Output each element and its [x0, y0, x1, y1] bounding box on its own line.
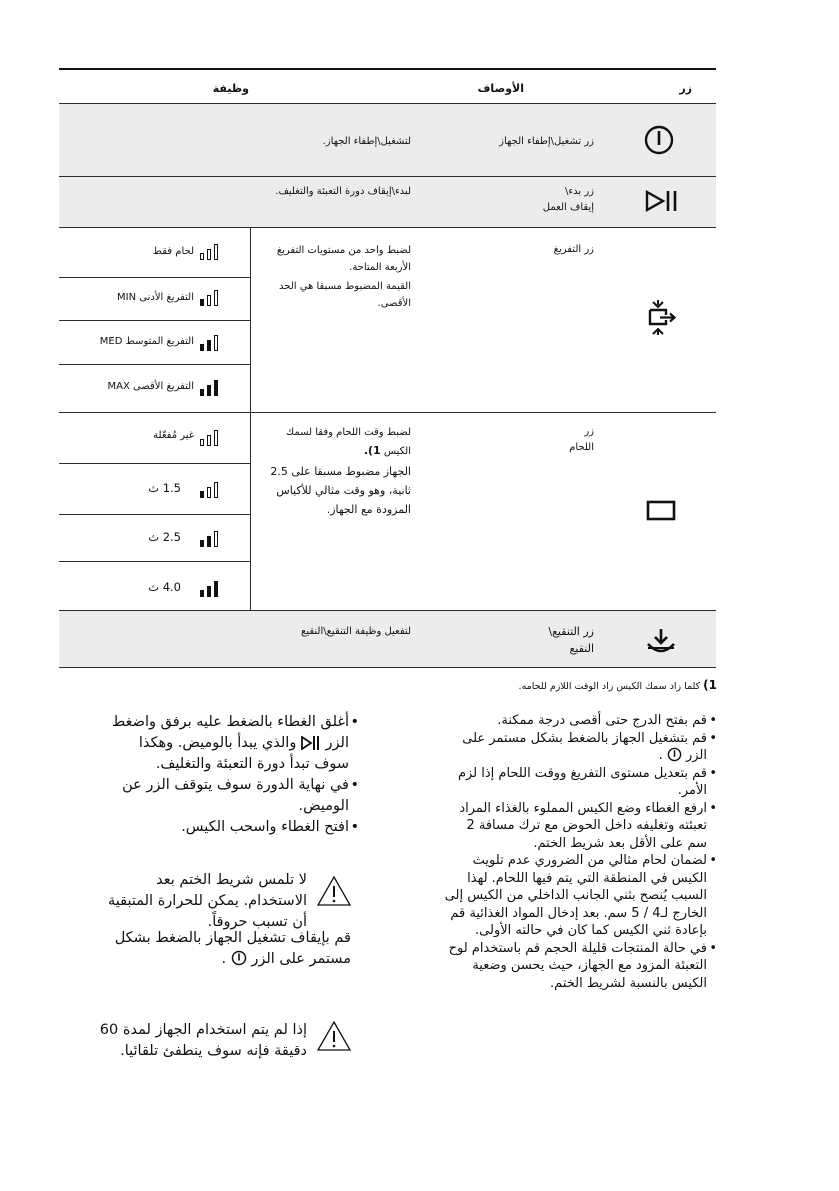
right-bullet-1: • قم بفتح الدرج حتى أقصى درجة ممكنة. — [417, 712, 717, 730]
footnote-number: 1) — [703, 678, 717, 692]
level-bar-segment — [207, 435, 211, 446]
level-bar-segment — [200, 439, 204, 446]
seal-function-2-text: الكيس — [383, 446, 411, 457]
level-bar-segment — [207, 340, 211, 351]
level-bar-segment — [207, 586, 211, 597]
power-function: لتشغيل\إطفاء الجهاز. — [322, 136, 411, 147]
instructions-right — [417, 712, 717, 992]
level-bar-segment — [214, 430, 218, 446]
level-bar-segment — [200, 389, 204, 396]
seal-footnote-ref: 1). — [363, 444, 381, 457]
start-stop-icon — [645, 190, 681, 212]
header-button: زر — [679, 82, 692, 95]
warning-text-2: إذا لم يتم استخدام الجهاز لمدة 60 دقيقة فإنه سوف ينطفئ تلقائيا. — [99, 1022, 307, 1059]
seal-level-label-3: 4.0 ث — [148, 580, 181, 594]
level-bar-segment — [214, 290, 218, 306]
power-inline-icon — [667, 747, 682, 762]
level-bar-segment — [200, 299, 204, 306]
power-off-inline-icon — [231, 950, 247, 966]
power-description: زر تشغيل\إطفاء الجهاز — [499, 136, 594, 147]
level-bar-segment — [207, 249, 211, 260]
start-function: لبدء\إيقاف دورة التعبئة والتغليف. — [275, 186, 411, 197]
instructions-left — [69, 712, 359, 838]
vacuum-level-bars-1 — [200, 290, 224, 306]
vacuum-level-label-1: التفريغ الأدنى MIN — [117, 292, 194, 303]
seal-function-4: ثانية، وهو وقت مثالي للأكياس — [276, 484, 411, 497]
footnote-text: كلما زاد سمك الكيس زاد الوقت اللازم للحامه. — [518, 681, 701, 692]
marinate-icon — [646, 628, 676, 656]
level-bar-segment — [207, 487, 211, 498]
seal-level-label-1: 1.5 ث — [148, 481, 181, 495]
level-bar-segment — [200, 344, 204, 351]
start-stop-inline-icon — [301, 736, 321, 750]
warning-text-1: لا تلمس شريط الختم بعد الاستخدام. يمكن للحرارة المتبقية أن تسبب حروقاً. — [108, 872, 307, 930]
vacuum-function-3: القيمة المضبوط مسبقا هي الحد — [278, 281, 411, 292]
seal-level-bars-2 — [200, 531, 224, 547]
level-bar-segment — [214, 482, 218, 498]
level-bar-segment — [200, 590, 204, 597]
power-off-text: قم بإيقاف تشغيل الجهاز بالضغط بشكل مستمر على الزر . — [114, 930, 351, 967]
level-bar-segment — [207, 385, 211, 396]
vacuum-function-4: الأقصى. — [377, 298, 411, 309]
level-bar-segment — [214, 531, 218, 547]
start-description-1: زر بدء\ — [565, 186, 594, 197]
seal-level-label-2: 2.5 ث — [148, 530, 181, 544]
seal-level-bars-0 — [200, 430, 224, 446]
marinate-description-2: النقيع — [569, 642, 594, 655]
header-description: الأوصاف — [477, 82, 524, 95]
vacuum-level-label-0: لحام فقط — [152, 246, 194, 257]
vacuum-icon — [646, 300, 678, 336]
warning-icon — [316, 875, 352, 907]
seal-description-2: اللحام — [569, 442, 594, 453]
level-bar-segment — [200, 253, 204, 260]
level-bar-segment — [200, 540, 204, 547]
vacuum-level-label-2: التفريغ المتوسط MED — [99, 336, 194, 347]
header-function: وظيفة — [212, 82, 249, 95]
right-bullet-6: • في حالة المنتجات قليلة الحجم قم باستخدام لوح التعبئة المزود مع الجهاز، حيث يحسن وضعية الكيس بالنسبة لشريط الختم. — [417, 940, 717, 993]
level-bar-segment — [214, 335, 218, 351]
seal-function-2 — [241, 442, 411, 460]
level-bar-segment — [214, 244, 218, 260]
marinate-description-1: زر التنقيع\ — [548, 625, 594, 638]
start-description-2: إيقاف العمل — [542, 202, 594, 213]
seal-description-1: زر — [584, 426, 594, 437]
seal-function-1: لضبط وقت اللحام وفقا لسمك — [285, 427, 411, 438]
power-icon — [643, 124, 675, 156]
vacuum-function-1: لضبط واحد من مستويات التفريغ — [276, 245, 411, 256]
left-bullet-2: • في نهاية الدورة سوف يتوقف الزر عن الوميض. — [69, 775, 359, 817]
right-bullet-3: • قم بتعديل مستوى التفريغ ووقت اللحام إذا لزم الأمر. — [417, 765, 717, 800]
level-bar-segment — [214, 380, 218, 396]
right-bullet-4: • ارفع الغطاء وضع الكيس المملوء بالغذاء المراد تعبئته وتغليفه داخل الحوض مع ترك مسافة 2 سم على الأقل بعد شريط الختم. — [417, 800, 717, 853]
marinate-function: لتفعيل وظيفة التنقيع\النقيع — [301, 626, 411, 637]
vacuum-level-label-3: التفريغ الأقصى MAX — [107, 381, 194, 392]
level-bar-segment — [207, 536, 211, 547]
seal-icon — [646, 500, 678, 522]
level-bar-segment — [214, 581, 218, 597]
right-bullet-2: • قم بتشغيل الجهاز بالضغط بشكل مستمر على الزر . — [417, 730, 717, 765]
seal-level-bars-3 — [200, 581, 224, 597]
vacuum-level-bars-0 — [200, 244, 224, 260]
vacuum-function-2: الأربعة المتاحة. — [349, 262, 411, 273]
vacuum-level-bars-2 — [200, 335, 224, 351]
warning-icon-2 — [316, 1020, 352, 1052]
seal-level-bars-1 — [200, 482, 224, 498]
seal-function-3: الجهاز مضبوط مسبقا على 2.5 — [270, 465, 411, 478]
left-bullet-3: • افتح الغطاء واسحب الكيس. — [69, 817, 359, 838]
left-bullet-1: • أغلق الغطاء بالضغط عليه برفق واضغط الزر والذي يبدأ بالوميض. وهكذا سوف تبدأ دورة التعبئة والتغليف. — [69, 712, 359, 775]
seal-level-label-0: غير مُفعّلة — [153, 430, 194, 441]
footnote — [317, 678, 717, 692]
vacuum-description: زر التفريغ — [553, 244, 594, 255]
level-bar-segment — [207, 295, 211, 306]
level-bar-segment — [200, 491, 204, 498]
vacuum-level-bars-3 — [200, 380, 224, 396]
right-bullet-5: • لضمان لحام مثالي من الضروري عدم تلويث الكيس في المنطقة التي يتم فيها اللحام. لهذا السبب يُنصح بثني الجانب الداخلي من الكيس إلى الخارج لـ4 / 5 سم. بعد إدخال المواد الغذائية قم بإعادة ثني الكيس كما كان في حالته الأولى. — [417, 852, 717, 940]
seal-function-5: المزودة مع الجهاز. — [326, 503, 411, 516]
